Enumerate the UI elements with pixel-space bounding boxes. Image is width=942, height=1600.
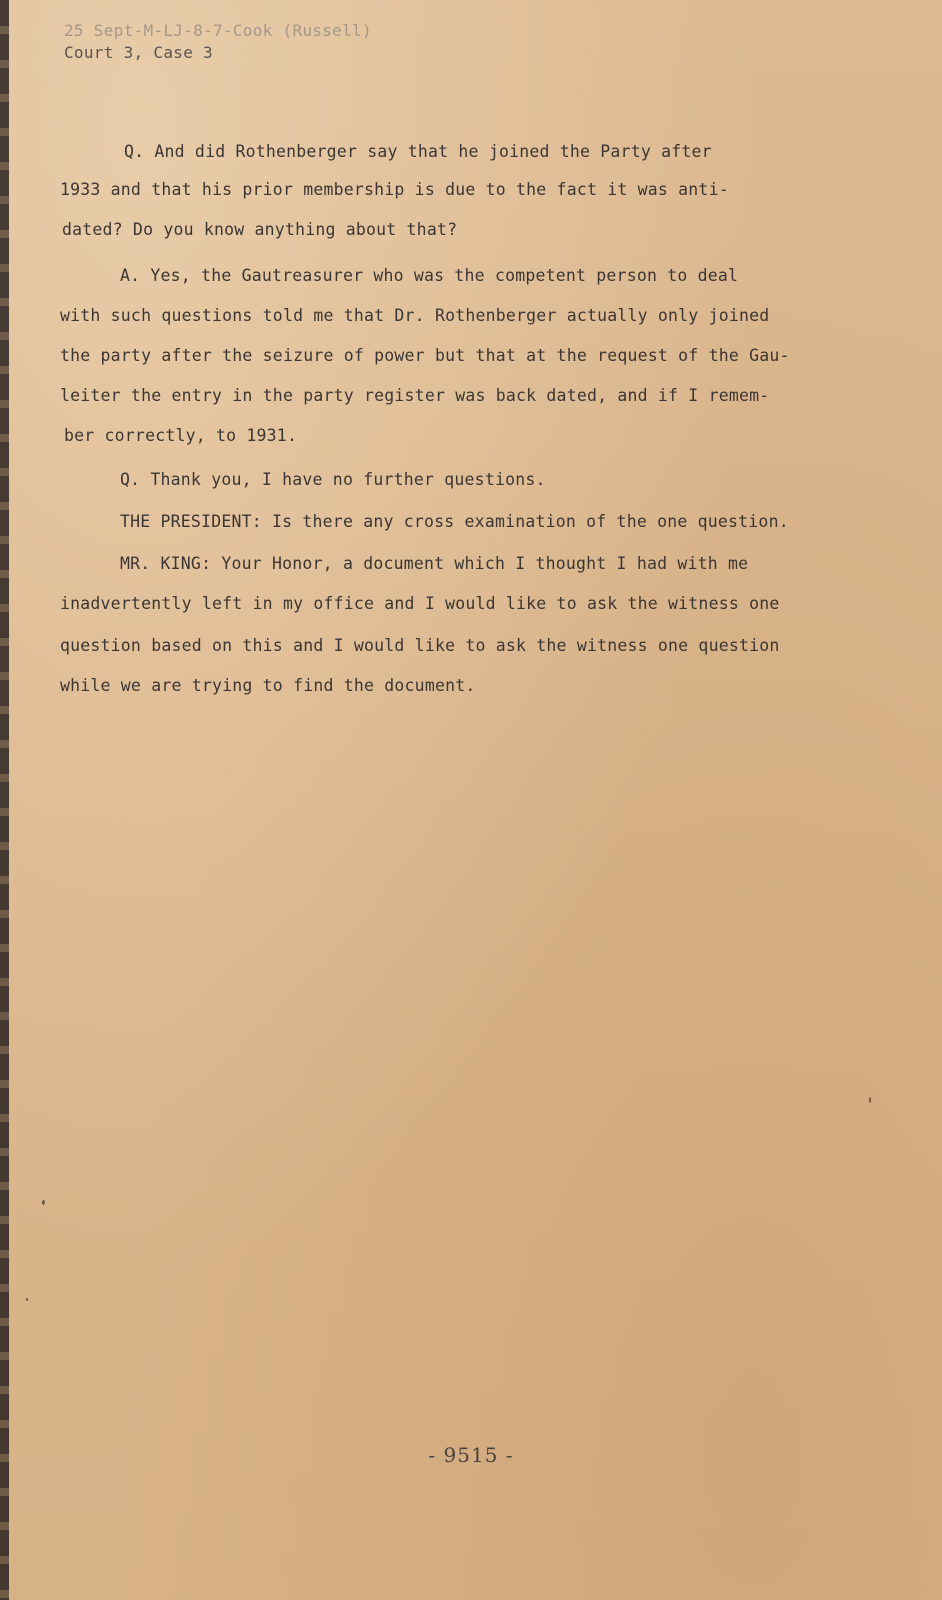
paper-speck [42, 1200, 45, 1205]
transcript-line-president: THE PRESIDENT: Is there any cross examination of the one question. [120, 512, 789, 531]
transcript-line: dated? Do you know anything about that? [62, 220, 458, 239]
transcript-line: ber correctly, to 1931. [64, 426, 298, 445]
transcript-line: 1933 and that his prior membership is due to the fact it was anti- [60, 180, 729, 199]
transcript-line: leiter the entry in the party register was back dated, and if I remem- [60, 386, 770, 405]
transcript-line-king: MR. KING: Your Honor, a document which I thought I had with me [120, 554, 749, 573]
paper-speck [26, 1298, 28, 1301]
transcript-line: inadvertently left in my office and I would like to ask the witness one [60, 594, 780, 613]
transcript-line-a1: A. Yes, the Gautreasurer who was the competent person to deal [120, 266, 739, 285]
header-court-line: Court 3, Case 3 [64, 43, 213, 62]
transcript-line: question based on this and I would like to ask the witness one question [60, 636, 780, 655]
paper-speck [869, 1097, 871, 1103]
transcript-line: the party after the seizure of power but that at the request of the Gau- [60, 346, 790, 365]
transcript-line-q2: Q. Thank you, I have no further questions. [120, 470, 546, 489]
transcript-line-q1: Q. And did Rothenberger say that he joined the Party after [124, 142, 712, 161]
page-number: - 9515 - [428, 1443, 514, 1467]
binding-edge [0, 0, 9, 1600]
transcript-line: with such questions told me that Dr. Rothenberger actually only joined [60, 306, 770, 325]
page-header [64, 20, 372, 64]
transcript-line: while we are trying to find the document. [60, 676, 476, 695]
header-date-line: 25 Sept-M-LJ-8-7-Cook (Russell) [64, 21, 372, 40]
